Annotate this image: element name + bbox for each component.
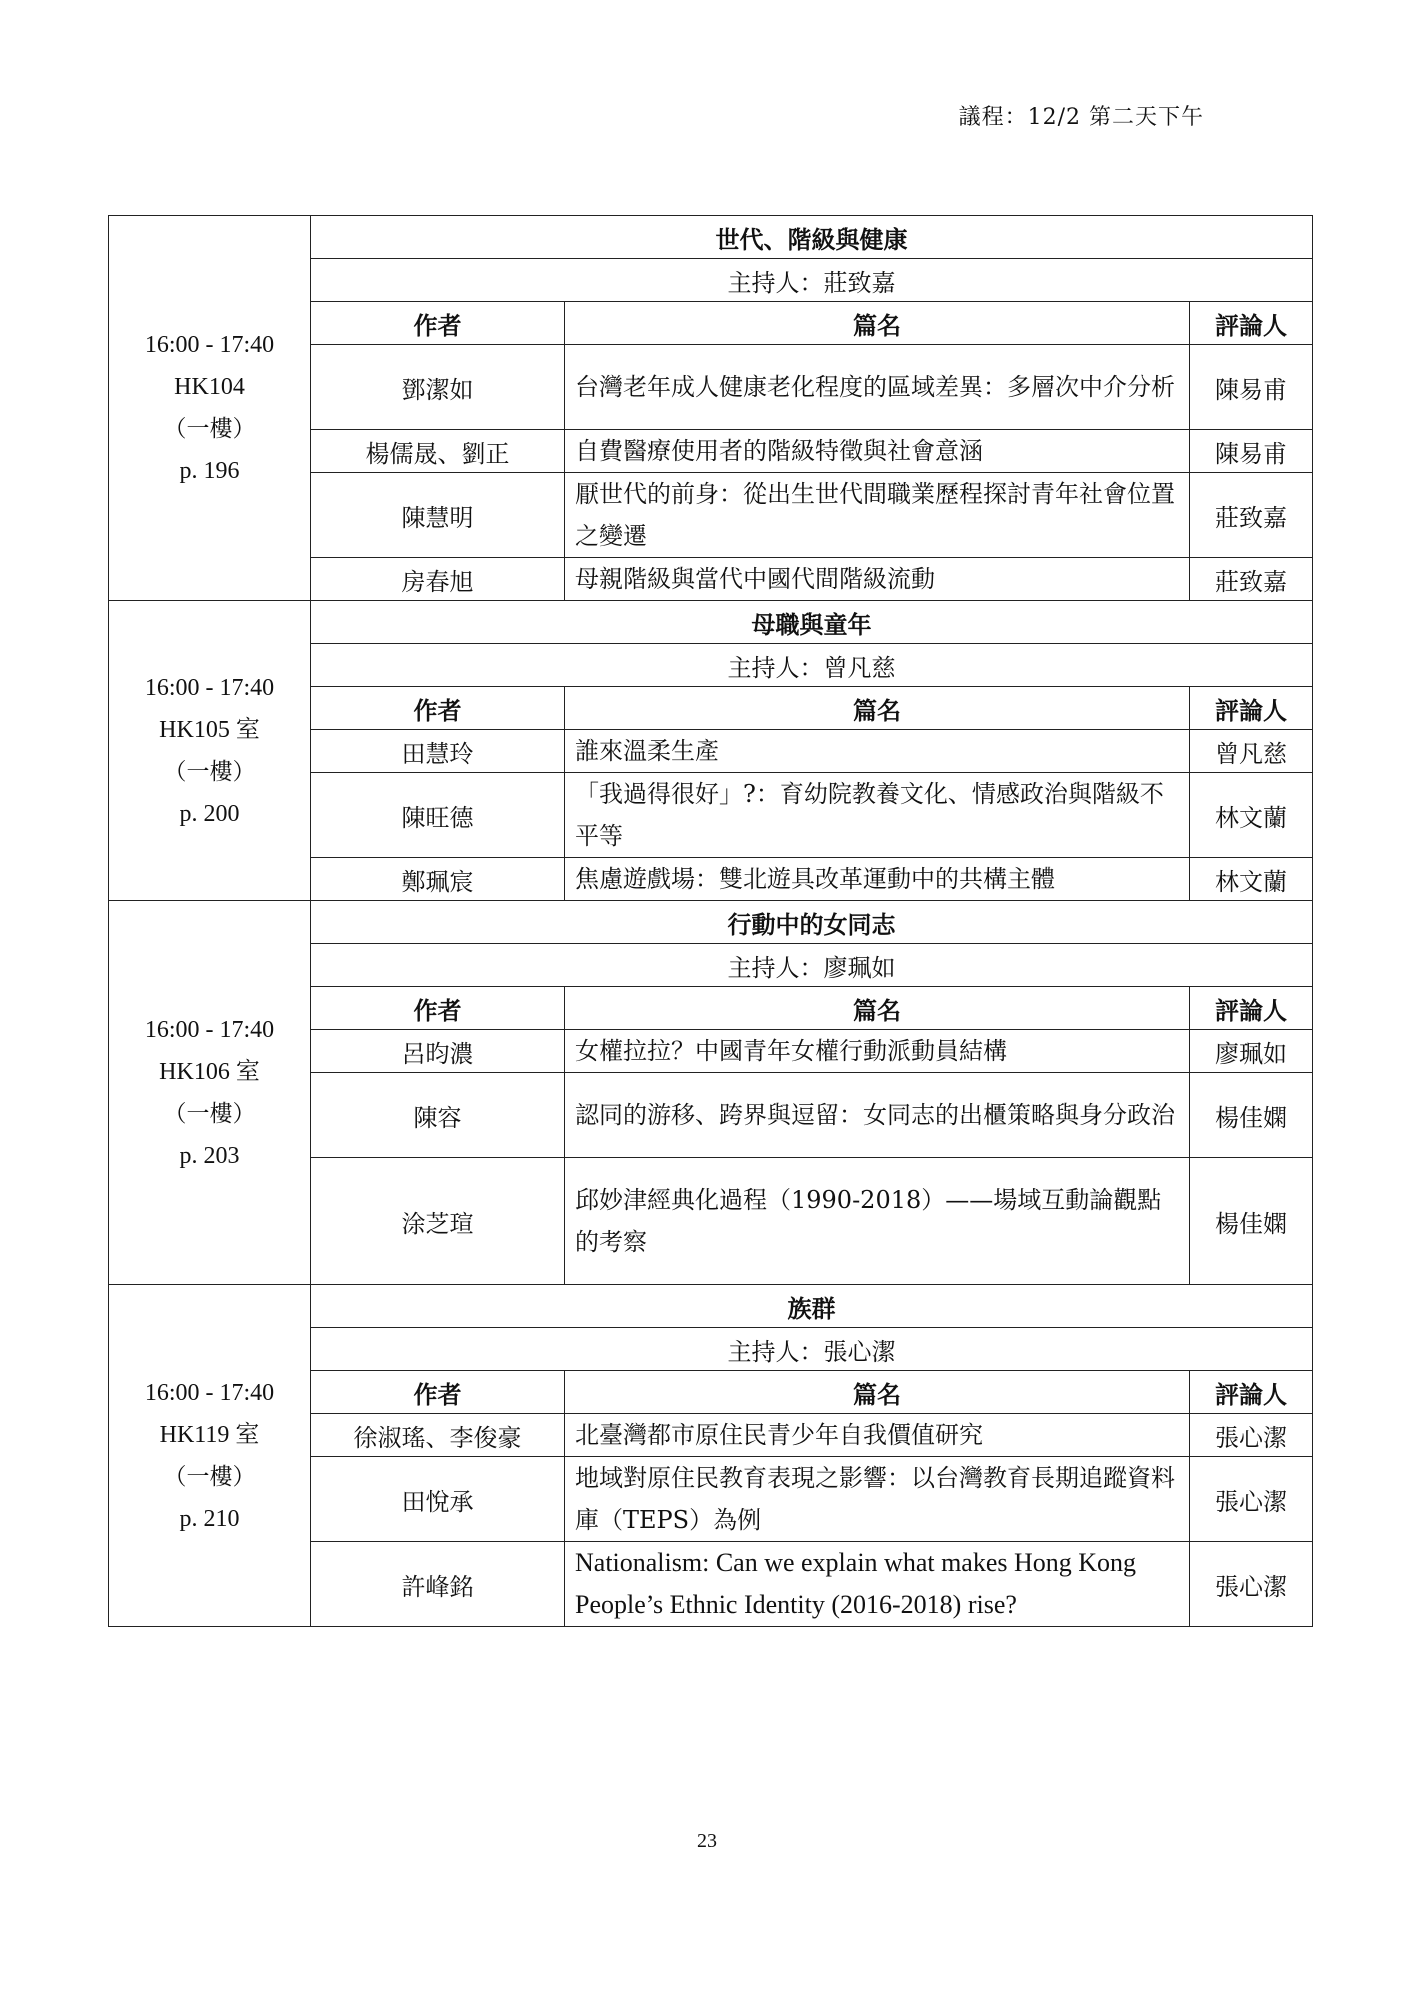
session-info: [109, 601, 311, 901]
paper-title: 母親階級與當代中國代間階級流動: [565, 558, 1190, 601]
paper-reviewer: 莊致嘉: [1190, 473, 1313, 558]
session-moderator: 主持人：莊致嘉: [311, 259, 1313, 302]
paper-author: 許峰銘: [311, 1542, 565, 1627]
session-info: [109, 901, 311, 1285]
paper-reviewer: 林文蘭: [1190, 773, 1313, 858]
session-moderator: 主持人：張心潔: [311, 1328, 1313, 1371]
column-header-author: 作者: [311, 302, 565, 345]
column-header-reviewer: 評論人: [1190, 302, 1313, 345]
schedule-table: [108, 215, 1313, 1627]
session-time: 16:00 - 17:40: [144, 332, 275, 358]
column-header-author: 作者: [311, 687, 565, 730]
session-room: HK106 室: [159, 1058, 260, 1085]
column-header-author: 作者: [311, 1371, 565, 1414]
session-page: p. 196: [179, 458, 240, 484]
column-header-reviewer: 評論人: [1190, 1371, 1313, 1414]
paper-author: 呂昀濃: [311, 1030, 565, 1073]
column-header-title: 篇名: [565, 987, 1190, 1030]
paper-reviewer: 楊佳嫻: [1190, 1073, 1313, 1158]
session-floor: （一樓）: [163, 1100, 256, 1127]
paper-title: 自費醫療使用者的階級特徵與社會意涵: [565, 430, 1190, 473]
session-title: 族群: [311, 1285, 1313, 1328]
column-header-reviewer: 評論人: [1190, 687, 1313, 730]
paper-title: 北臺灣都市原住民青少年自我價值研究: [565, 1414, 1190, 1457]
paper-title: 台灣老年成人健康老化程度的區域差異：多層次中介分析: [565, 345, 1190, 430]
paper-reviewer: 曾凡慈: [1190, 730, 1313, 773]
paper-reviewer: 楊佳嫻: [1190, 1158, 1313, 1285]
column-header-title: 篇名: [565, 687, 1190, 730]
session-block: [109, 901, 1313, 1285]
paper-title: 邱妙津經典化過程（1990-2018）——場域互動論觀點的考察: [565, 1158, 1190, 1285]
paper-title: 誰來溫柔生產: [565, 730, 1190, 773]
paper-author: 房春旭: [311, 558, 565, 601]
paper-author: 徐淑瑤、李俊豪: [311, 1414, 565, 1457]
paper-title: 焦慮遊戲場：雙北遊具改革運動中的共構主體: [565, 858, 1190, 901]
paper-title: 女權拉拉？中國青年女權行動派動員結構: [565, 1030, 1190, 1073]
session-page: p. 203: [179, 1142, 240, 1169]
column-header-title: 篇名: [565, 302, 1190, 345]
session-page: p. 210: [179, 1505, 240, 1532]
session-room: HK105 室: [159, 716, 260, 743]
session-title: 行動中的女同志: [311, 901, 1313, 944]
session-info: [109, 1285, 311, 1627]
paper-reviewer: 陳易甫: [1190, 345, 1313, 430]
session-room: HK119 室: [159, 1421, 260, 1448]
paper-title: Nationalism: Can we explain what makes Hong Kong People’s Ethnic Identity (2016-2018) rise?: [565, 1542, 1190, 1627]
paper-title: 「我過得很好」?：育幼院教養文化、情感政治與階級不平等: [565, 773, 1190, 858]
paper-reviewer: 張心潔: [1190, 1414, 1313, 1457]
session-info: [109, 216, 311, 601]
paper-title: 認同的游移、跨界與逗留：女同志的出櫃策略與身分政治: [565, 1073, 1190, 1158]
paper-title: 厭世代的前身：從出生世代間職業歷程探討青年社會位置之變遷: [565, 473, 1190, 558]
paper-author: 田慧玲: [311, 730, 565, 773]
paper-reviewer: 莊致嘉: [1190, 558, 1313, 601]
session-moderator: 主持人：廖珮如: [311, 944, 1313, 987]
session-block: [109, 216, 1313, 601]
page-number: 23: [697, 1830, 717, 1852]
paper-author: 田悅承: [311, 1457, 565, 1542]
paper-reviewer: 廖珮如: [1190, 1030, 1313, 1073]
column-header-author: 作者: [311, 987, 565, 1030]
paper-author: 陳慧明: [311, 473, 565, 558]
session-block: [109, 601, 1313, 901]
paper-reviewer: 林文蘭: [1190, 858, 1313, 901]
paper-author: 鄭珮宸: [311, 858, 565, 901]
paper-reviewer: 張心潔: [1190, 1457, 1313, 1542]
session-time: 16:00 - 17:40: [144, 1016, 275, 1043]
session-title: 母職與童年: [311, 601, 1313, 644]
session-block: [109, 1285, 1313, 1627]
column-header-reviewer: 評論人: [1190, 987, 1313, 1030]
paper-author: 涂芝瑄: [311, 1158, 565, 1285]
session-page: p. 200: [179, 800, 240, 827]
column-header-title: 篇名: [565, 1371, 1190, 1414]
session-moderator: 主持人：曾凡慈: [311, 644, 1313, 687]
paper-author: 鄧潔如: [311, 345, 565, 430]
paper-author: 陳旺德: [311, 773, 565, 858]
session-floor: （一樓）: [163, 1463, 256, 1490]
session-time: 16:00 - 17:40: [144, 674, 275, 701]
paper-reviewer: 張心潔: [1190, 1542, 1313, 1627]
session-room: HK104: [174, 374, 245, 400]
paper-author: 楊儒晟、劉正: [311, 430, 565, 473]
paper-title: 地域對原住民教育表現之影響：以台灣教育長期追蹤資料庫（TEPS）為例: [565, 1457, 1190, 1542]
session-title: 世代、階級與健康: [311, 216, 1313, 259]
session-floor: （一樓）: [163, 758, 256, 785]
paper-reviewer: 陳易甫: [1190, 430, 1313, 473]
session-floor: （一樓）: [163, 416, 256, 442]
paper-author: 陳容: [311, 1073, 565, 1158]
session-time: 16:00 - 17:40: [144, 1379, 275, 1406]
page-header: 議程：12/2 第二天下午: [958, 105, 1204, 130]
